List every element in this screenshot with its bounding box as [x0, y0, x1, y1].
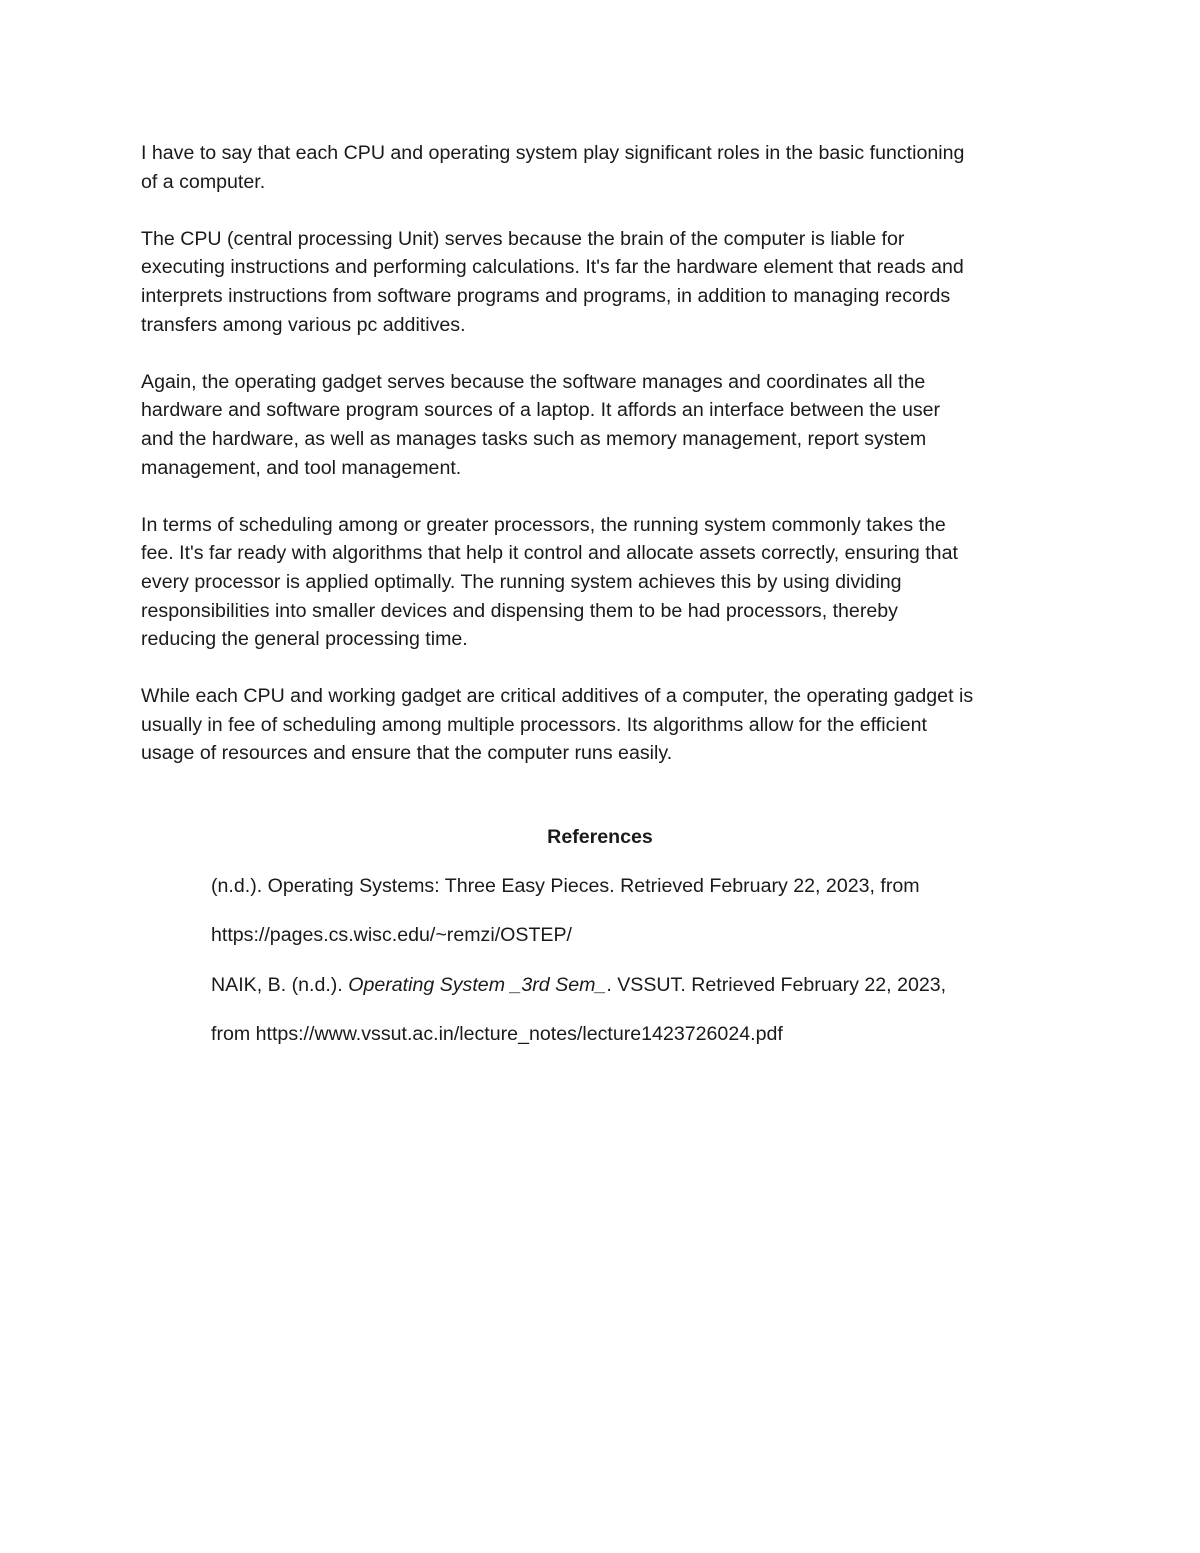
paragraph-line: fee. It's far ready with algorithms that help it control and allocate assets correctly, ensuring that: [141, 542, 958, 565]
paragraph-cpu: [141, 225, 1066, 339]
document-body: [141, 139, 1066, 797]
paragraph-line: While each CPU and working gadget are critical additives of a computer, the operating gadget is: [141, 685, 974, 708]
reference-2-author: NAIK, B. (n.d.).: [211, 973, 349, 996]
reference-1-line-1: (n.d.). Operating Systems: Three Easy Pieces. Retrieved February 22, 2023, from: [211, 875, 920, 897]
paragraph-line: usage of resources and ensure that the computer runs easily.: [141, 742, 673, 765]
reference-2-url: from https://www.vssut.ac.in/lecture_notes/lecture1423726024.pdf: [211, 1022, 783, 1045]
paragraph-line: and the hardware, as well as manages tasks such as memory management, report system: [141, 427, 927, 450]
paragraph-line: hardware and software program sources of a laptop. It affords an interface between the user: [141, 399, 941, 422]
paragraph-conclusion: [141, 682, 1066, 768]
paragraph-line: responsibilities into smaller devices and dispensing them to be had processors, thereby: [141, 599, 898, 622]
paragraph-line: I have to say that each CPU and operating system play significant roles in the basic functioning: [141, 142, 965, 164]
reference-2-publisher: . VSSUT. Retrieved February 22, 2023,: [606, 973, 947, 996]
paragraph-scheduling: [141, 511, 1066, 654]
paragraph-line: transfers among various pc additives.: [141, 313, 466, 336]
paragraph-line: interprets instructions from software programs and programs, in addition to managing records: [141, 284, 951, 307]
reference-1-url: https://pages.cs.wisc.edu/~remzi/OSTEP/: [211, 924, 572, 947]
paragraph-line: every processor is applied optimally. The running system achieves this by using dividing: [141, 570, 902, 593]
paragraph-line: The CPU (central processing Unit) serves because the brain of the computer is liable for: [141, 227, 905, 250]
reference-2-title: Operating System _3rd Sem_: [348, 973, 607, 996]
paragraph-line: reducing the general processing time.: [141, 628, 468, 651]
reference-2-line-1: [211, 971, 1111, 1020]
references-heading: References: [547, 826, 653, 848]
paragraph-os: [141, 368, 1066, 482]
paragraph-line: of a computer.: [141, 170, 266, 193]
paragraph-line: usually in fee of scheduling among multiple processors. Its algorithms allow for the efficient: [141, 713, 927, 736]
paragraph-line: management, and tool management.: [141, 456, 462, 479]
paragraph-line: executing instructions and performing calculations. It's far the hardware element that reads and: [141, 256, 964, 279]
paragraph-intro: [141, 139, 1066, 196]
references-list: [211, 872, 1111, 1069]
paragraph-line: In terms of scheduling among or greater processors, the running system commonly takes the: [141, 513, 946, 536]
paragraph-line: Again, the operating gadget serves because the software manages and coordinates all the: [141, 370, 926, 393]
